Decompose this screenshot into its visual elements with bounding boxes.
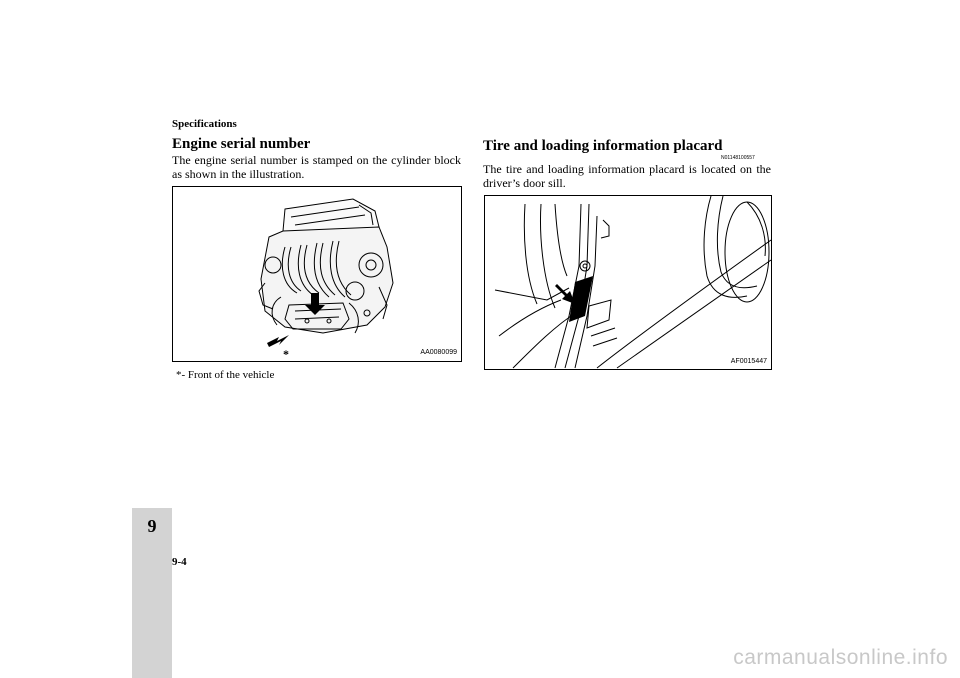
front-asterisk: * (283, 347, 289, 361)
page-number: 9-4 (172, 556, 187, 568)
door-sill-drawing (485, 196, 771, 369)
watermark: carmanualsonline.info (733, 646, 948, 669)
engine-serial-text: The engine serial number is stamped on the cylinder block as shown in the illustration. (172, 153, 461, 181)
reference-code: N01148100557 (721, 155, 755, 161)
figure-caption: *- Front of the vehicle (176, 369, 275, 381)
placard-text: The tire and loading information placard is located on the driver’s door sill. (483, 162, 771, 190)
engine-serial-heading: Engine serial number (172, 136, 311, 152)
figure-code: AA0080099 (420, 349, 457, 356)
engine-illustration (172, 186, 462, 362)
engine-drawing (173, 187, 461, 361)
running-head: Specifications (172, 118, 237, 130)
front-direction-arrow (267, 335, 289, 347)
placard-heading: Tire and loading information placard (483, 138, 723, 154)
door-sill-illustration (484, 195, 772, 370)
chapter-number: 9 (147, 516, 157, 536)
figure-code-right: AF0015447 (730, 358, 767, 365)
